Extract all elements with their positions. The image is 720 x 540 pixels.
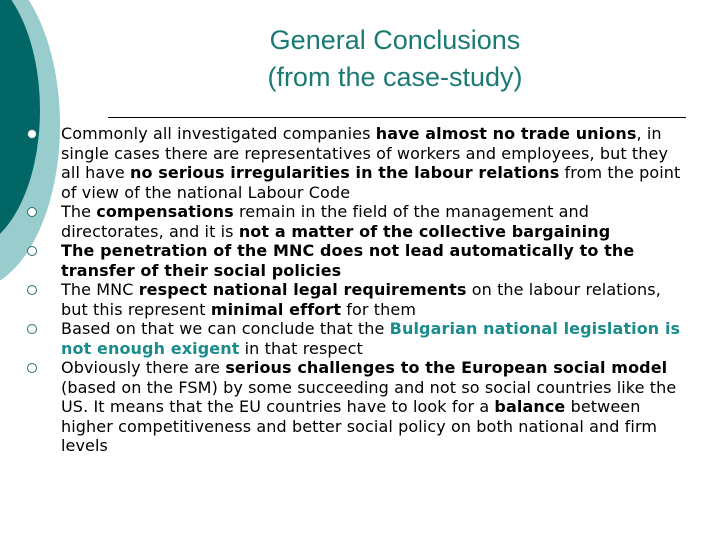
slide-title — [190, 22, 600, 96]
bullet-text — [61, 280, 661, 319]
bullet-item-1 — [25, 124, 685, 202]
text-run-bold: have almost no trade unions — [375, 124, 637, 143]
text-run-bold: compensations — [96, 202, 234, 221]
bullet-item-5 — [25, 319, 685, 358]
text-run: Obviously there are — [61, 358, 226, 377]
bullet-text — [61, 202, 610, 241]
text-run: in that respect — [239, 338, 363, 358]
bullet-circle-icon — [27, 324, 37, 334]
bullet-circle-icon — [27, 285, 37, 295]
text-run: between higher competitiveness and better social policy on both national and firm levels — [61, 397, 658, 455]
text-run: , in single cases there are representatives of workers and employees, but they all have — [61, 124, 669, 182]
text-run: remain in the field of the management and directorates, and it is — [61, 202, 590, 241]
text-run-bold: balance — [494, 397, 566, 416]
title-line-2: (from the case-study) — [267, 62, 523, 92]
text-run: The — [61, 202, 97, 221]
bullet-text — [61, 358, 676, 455]
bullet-text — [61, 241, 634, 280]
bullet-circle-icon — [27, 207, 37, 217]
text-run: on the labour relations, but this represent — [61, 280, 661, 319]
text-run: Based on that we can conclude that the — [61, 319, 390, 338]
bullet-circle-icon — [27, 129, 37, 139]
text-run-bold: serious challenges to the European social model — [225, 358, 668, 377]
text-run-bold: no serious irregularities in the labour relations — [130, 163, 560, 182]
title-divider — [108, 117, 686, 118]
bullet-circle-icon — [27, 363, 37, 373]
title-line-1: General Conclusions — [269, 25, 521, 55]
text-run: The MNC — [61, 280, 139, 299]
text-run: from the point of view of the national Labour Code — [61, 163, 681, 202]
bullet-item-6 — [25, 358, 685, 456]
text-run-bold: minimal effort — [210, 299, 342, 319]
text-run-bold: The penetration of the MNC does not lead automatically to the transfer of their social policies — [61, 241, 635, 280]
bullet-item-3 — [25, 241, 685, 280]
bullet-list — [25, 124, 685, 456]
text-run: (based on the FSM) by some succeeding and not so social countries like the US. It means that the EU countries have to look for a — [61, 377, 677, 416]
bullet-text — [61, 124, 680, 202]
bullet-text — [61, 319, 680, 358]
text-run: Commonly all investigated companies — [61, 124, 376, 143]
text-run-bold: not a matter of the collective bargaining — [238, 221, 611, 241]
bullet-item-2 — [25, 202, 685, 241]
bullet-item-4 — [25, 280, 685, 319]
text-run-highlight: Bulgarian national legislation is not enough exigent — [61, 319, 681, 358]
bullet-circle-icon — [27, 246, 37, 256]
text-run-bold: respect national legal requirements — [138, 280, 467, 299]
text-run: for them — [341, 299, 417, 319]
